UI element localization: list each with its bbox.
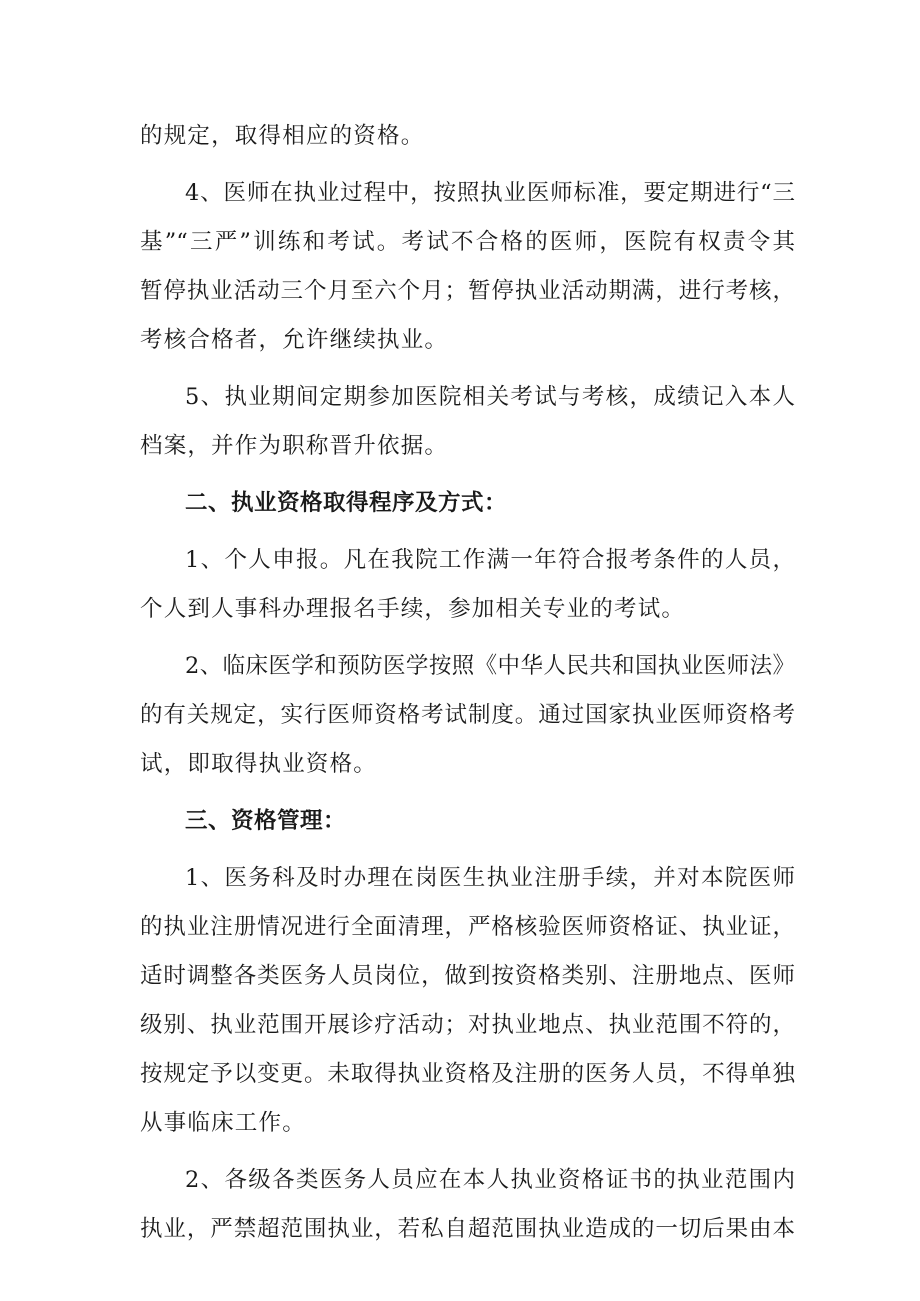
paragraph-continued	[140, 112, 795, 161]
heading-text: 三、资格管理：	[185, 808, 347, 834]
text-line: 适时调整各类医务人员岗位，做到按资格类别、注册地点、医师	[140, 963, 795, 989]
paragraph-item-4	[140, 169, 795, 365]
paragraph-item-5	[140, 373, 795, 471]
text-line: 2、临床医学和预防医学按照《中华人民共和国执业医师法》	[185, 653, 795, 679]
paragraph-s3-item-1	[140, 854, 795, 1148]
text-line: 档案，并作为职称晋升依据。	[140, 433, 449, 459]
text-line: 的执业注册情况进行全面清理，严格核验医师资格证、执业证，	[140, 914, 795, 940]
paragraph-s2-item-2	[140, 642, 795, 789]
text-line: 的有关规定，实行医师资格考试制度。通过国家执业医师资格考	[140, 702, 795, 728]
document-page	[140, 112, 795, 1254]
text-line: 暂停执业活动三个月至六个月；暂停执业活动期满，进行考核，	[140, 278, 795, 304]
text-line: 级别、执业范围开展诊疗活动；对执业地点、执业范围不符的，	[140, 1012, 795, 1038]
text-line: 的规定，取得相应的资格。	[140, 123, 425, 149]
text-line: 从事临床工作。	[140, 1110, 306, 1136]
paragraph-s3-item-2	[140, 1156, 795, 1254]
section-heading-2	[140, 479, 795, 528]
text-line: 1、医务科及时办理在岗医生执业注册手续，并对本院医师	[185, 865, 795, 891]
text-line: 5、执业期间定期参加医院相关考试与考核，成绩记入本人	[185, 384, 795, 410]
text-line: 4、医师在执业过程中，按照执业医师标准，要定期进行“三	[185, 180, 795, 206]
section-heading-3	[140, 797, 795, 846]
paragraph-s2-item-1	[140, 536, 795, 634]
text-line: 执业，严禁超范围执业，若私自超范围执业造成的一切后果由本	[140, 1216, 795, 1242]
text-line: 试，即取得执业资格。	[140, 751, 378, 777]
text-line: 基”“三严”训练和考试。考试不合格的医师，医院有权责令其	[140, 229, 795, 255]
text-line: 2、各级各类医务人员应在本人执业资格证书的执业范围内	[185, 1167, 795, 1193]
text-line: 按规定予以变更。未取得执业资格及注册的医务人员，不得单独	[140, 1061, 795, 1087]
heading-text: 二、执业资格取得程序及方式：	[185, 490, 508, 516]
text-line: 个人到人事科办理报名手续，参加相关专业的考试。	[140, 596, 686, 622]
text-line: 1、个人申报。凡在我院工作满一年符合报考条件的人员，	[185, 547, 795, 573]
text-line: 考核合格者，允许继续执业。	[140, 327, 449, 353]
